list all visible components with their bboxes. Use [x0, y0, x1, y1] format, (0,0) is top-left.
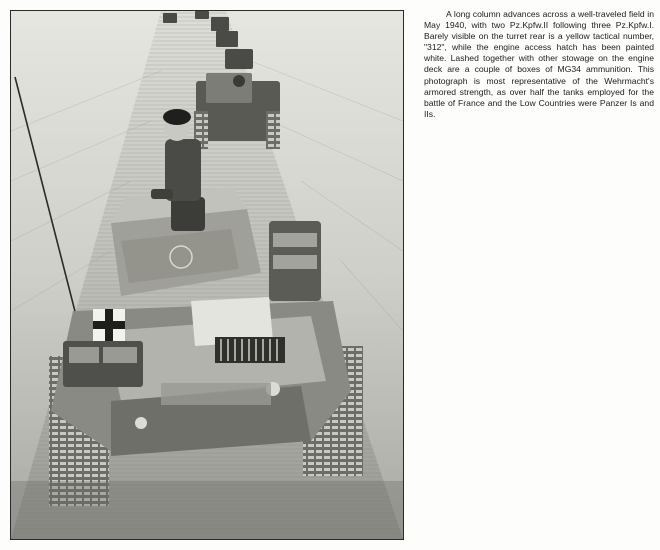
photo-caption: A long column advances across a well-traveled field in May 1940, with two Pz.Kpfw.II following three Pz.Kpfw.I. Barely visible on the turret rear is a yellow tactical number, "312", while the engine access hatch has been painted white. Lashed together with other stowage on the engine deck are a couple of boxes of MG34 ammunition. This photograph is most representative of the Wehrmacht's armored strength, as over half the tanks employed for the battle of France and the Low Countries were Panzer Is and IIs.	[424, 9, 654, 119]
tank-column-photograph	[10, 10, 404, 540]
